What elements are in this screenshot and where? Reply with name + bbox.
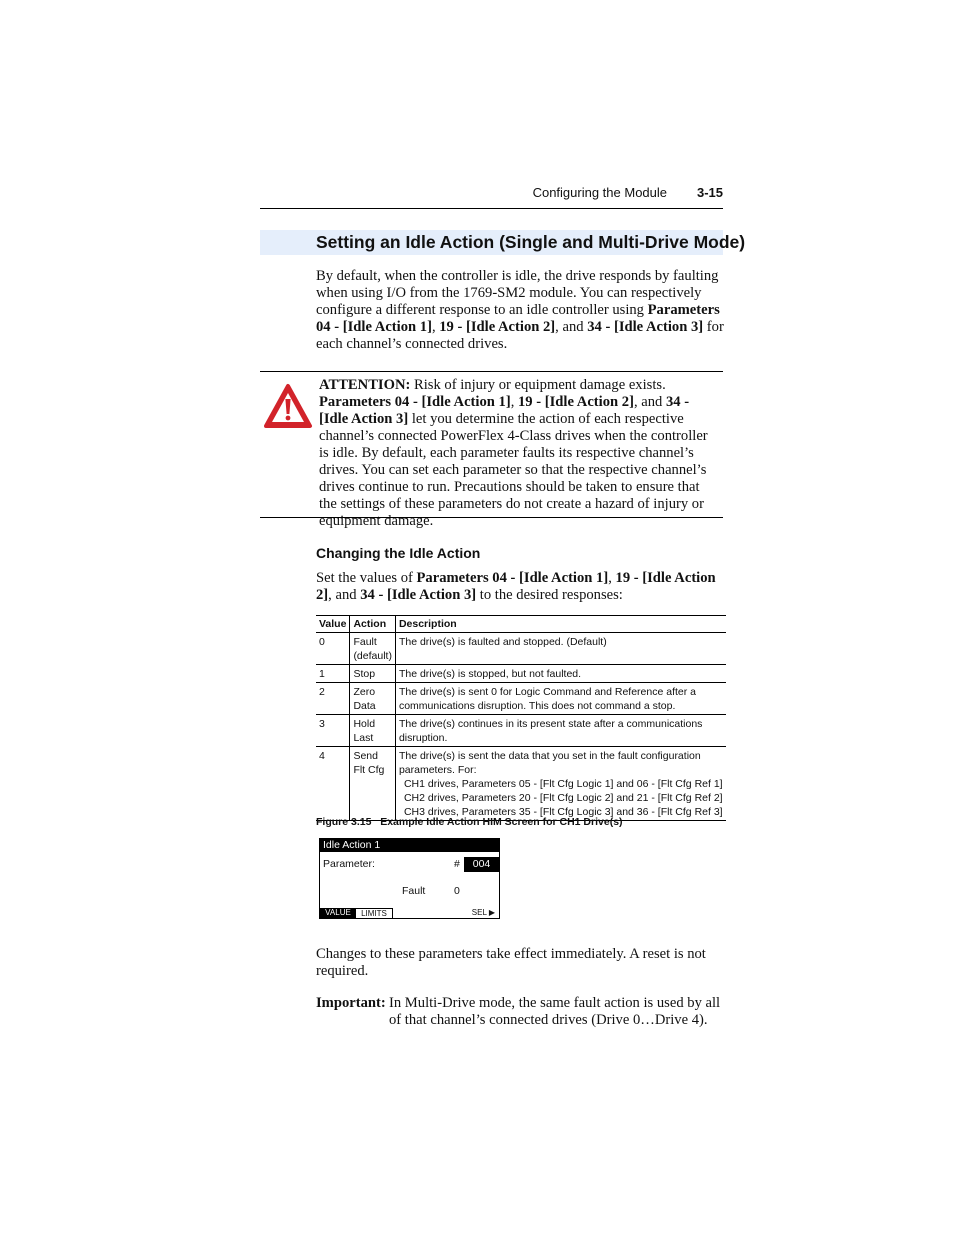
set-values-text-2: ,	[608, 570, 616, 586]
table-row	[316, 683, 726, 715]
intro-param-04: Parameters 04 - [Idle Action 1]	[316, 302, 720, 335]
cell-action: Fault (default)	[350, 633, 396, 665]
cell-description: The drive(s) is faulted and stopped. (Default)	[395, 633, 725, 665]
set-values-param-34: 34 - [Idle Action 3]	[360, 587, 477, 603]
him-sel-softkey: SEL ▶	[471, 908, 495, 917]
cell-value: 2	[316, 683, 350, 715]
cell-action: Stop	[350, 665, 396, 683]
attention-text	[319, 377, 719, 530]
cell-value: 3	[316, 715, 350, 747]
attention-bottom-rule	[260, 517, 723, 518]
intro-param-34: 34 - [Idle Action 3]	[587, 319, 704, 335]
him-title: Idle Action 1	[320, 839, 499, 852]
cell-action: Zero Data	[350, 683, 396, 715]
table-row	[316, 633, 726, 665]
important-label: Important:	[316, 995, 386, 1011]
attention-top-rule	[260, 371, 723, 372]
him-screen	[319, 838, 500, 919]
intro-text-2: ,	[431, 319, 440, 335]
running-header	[260, 185, 723, 205]
him-limits-softkey: LIMITS	[356, 908, 393, 919]
important-text: In Multi-Drive mode, the same fault action is used by all of that channel’s connected drives (Drive 0…Drive 4).	[389, 995, 721, 1028]
cell-action: Send Flt Cfg	[350, 747, 396, 821]
attention-label: ATTENTION:	[319, 377, 411, 393]
intro-param-19: 19 - [Idle Action 2]	[439, 319, 556, 335]
cell-description	[395, 747, 725, 821]
set-values-paragraph	[316, 570, 726, 604]
cell-description-text: The drive(s) is sent the data that you set in the fault configuration parameters. For:	[398, 750, 701, 776]
cell-sub-ch3: CH3 drives, Parameters 35 - [Flt Cfg Logic 3] and 36 - [Flt Cfg Ref 3]	[403, 806, 723, 818]
him-value-text: Fault	[402, 885, 426, 897]
intro-text-1: By default, when the controller is idle, the drive responds by faulting when using I/O from the 1769-SM2 module. You can respectively configure a different response to an idle controller using	[316, 268, 719, 318]
set-values-param-04: Parameters 04 - [Idle Action 1]	[416, 570, 609, 586]
cell-sub-ch1: CH1 drives, Parameters 05 - [Flt Cfg Logic 1] and 06 - [Flt Cfg Ref 1]	[403, 778, 723, 790]
chapter-title: Configuring the Module	[532, 185, 667, 200]
warning-triangle-icon	[263, 383, 313, 429]
column-header-value: Value	[316, 616, 350, 633]
page-number: 3-15	[696, 185, 723, 200]
attention-text-0: Risk of injury or equipment damage exists.	[410, 377, 666, 393]
cell-description: The drive(s) is sent 0 for Logic Command and Reference after a communications disruption. This does not command a stop.	[395, 683, 725, 715]
him-value-number: 0	[454, 885, 460, 897]
table-row	[316, 747, 726, 821]
him-hash: #	[454, 858, 460, 870]
figure-caption: Figure 3.15 Example Idle Action HIM Screen for CH1 Drive(s)	[316, 816, 623, 828]
set-values-param-19: 19 - [Idle Action 2]	[316, 570, 716, 603]
cell-description: The drive(s) is stopped, but not faulted.	[395, 665, 725, 683]
cell-action: Hold Last	[350, 715, 396, 747]
attention-text-3: let you determine the action of each respective channel’s connected PowerFlex 4-Class drives when the controller is idle. By default, each parameter faults its respective channel’s drives. You can set each parameter so that the respective channel’s drives continue to run. Precautions should be taken to ensure that the settings of these parameters do not create a hazard of injury or equipment damage.	[319, 411, 708, 529]
him-value-softkey: VALUE	[320, 908, 356, 918]
him-parameter-label: Parameter:	[323, 858, 375, 870]
idle-action-table	[316, 615, 726, 821]
attention-param-19: 19 - [Idle Action 2]	[518, 394, 634, 410]
attention-param-04: Parameters 04 - [Idle Action 1]	[319, 394, 511, 410]
set-values-text-3: , and	[328, 587, 361, 603]
intro-paragraph	[316, 268, 726, 353]
cell-value: 1	[316, 665, 350, 683]
cell-description: The drive(s) continues in its present state after a communications disruption.	[395, 715, 725, 747]
header-rule	[260, 208, 723, 209]
intro-text-4: for each channel’s connected drives.	[316, 319, 724, 352]
column-header-action: Action	[350, 616, 396, 633]
section-title: Setting an Idle Action (Single and Multi-Drive Mode)	[316, 232, 746, 252]
table-header-row	[316, 616, 726, 633]
table-row	[316, 665, 726, 683]
cell-value: 4	[316, 747, 350, 821]
changes-paragraph: Changes to these parameters take effect immediately. A reset is not required.	[316, 946, 706, 979]
him-parameter-number: 004	[464, 857, 499, 872]
attention-text-1: ,	[510, 394, 518, 410]
table-row	[316, 715, 726, 747]
subsection-title: Changing the Idle Action	[316, 545, 481, 561]
attention-text-2: , and	[633, 394, 666, 410]
cell-sub-ch2: CH2 drives, Parameters 20 - [Flt Cfg Logic 2] and 21 - [Flt Cfg Ref 2]	[403, 792, 723, 804]
set-values-text-1: Set the values of	[316, 570, 417, 586]
set-values-text-4: to the desired responses:	[476, 587, 623, 603]
intro-text-3: , and	[555, 319, 588, 335]
column-header-description: Description	[395, 616, 725, 633]
attention-param-34: 34 - [Idle Action 3]	[319, 394, 690, 427]
cell-value: 0	[316, 633, 350, 665]
